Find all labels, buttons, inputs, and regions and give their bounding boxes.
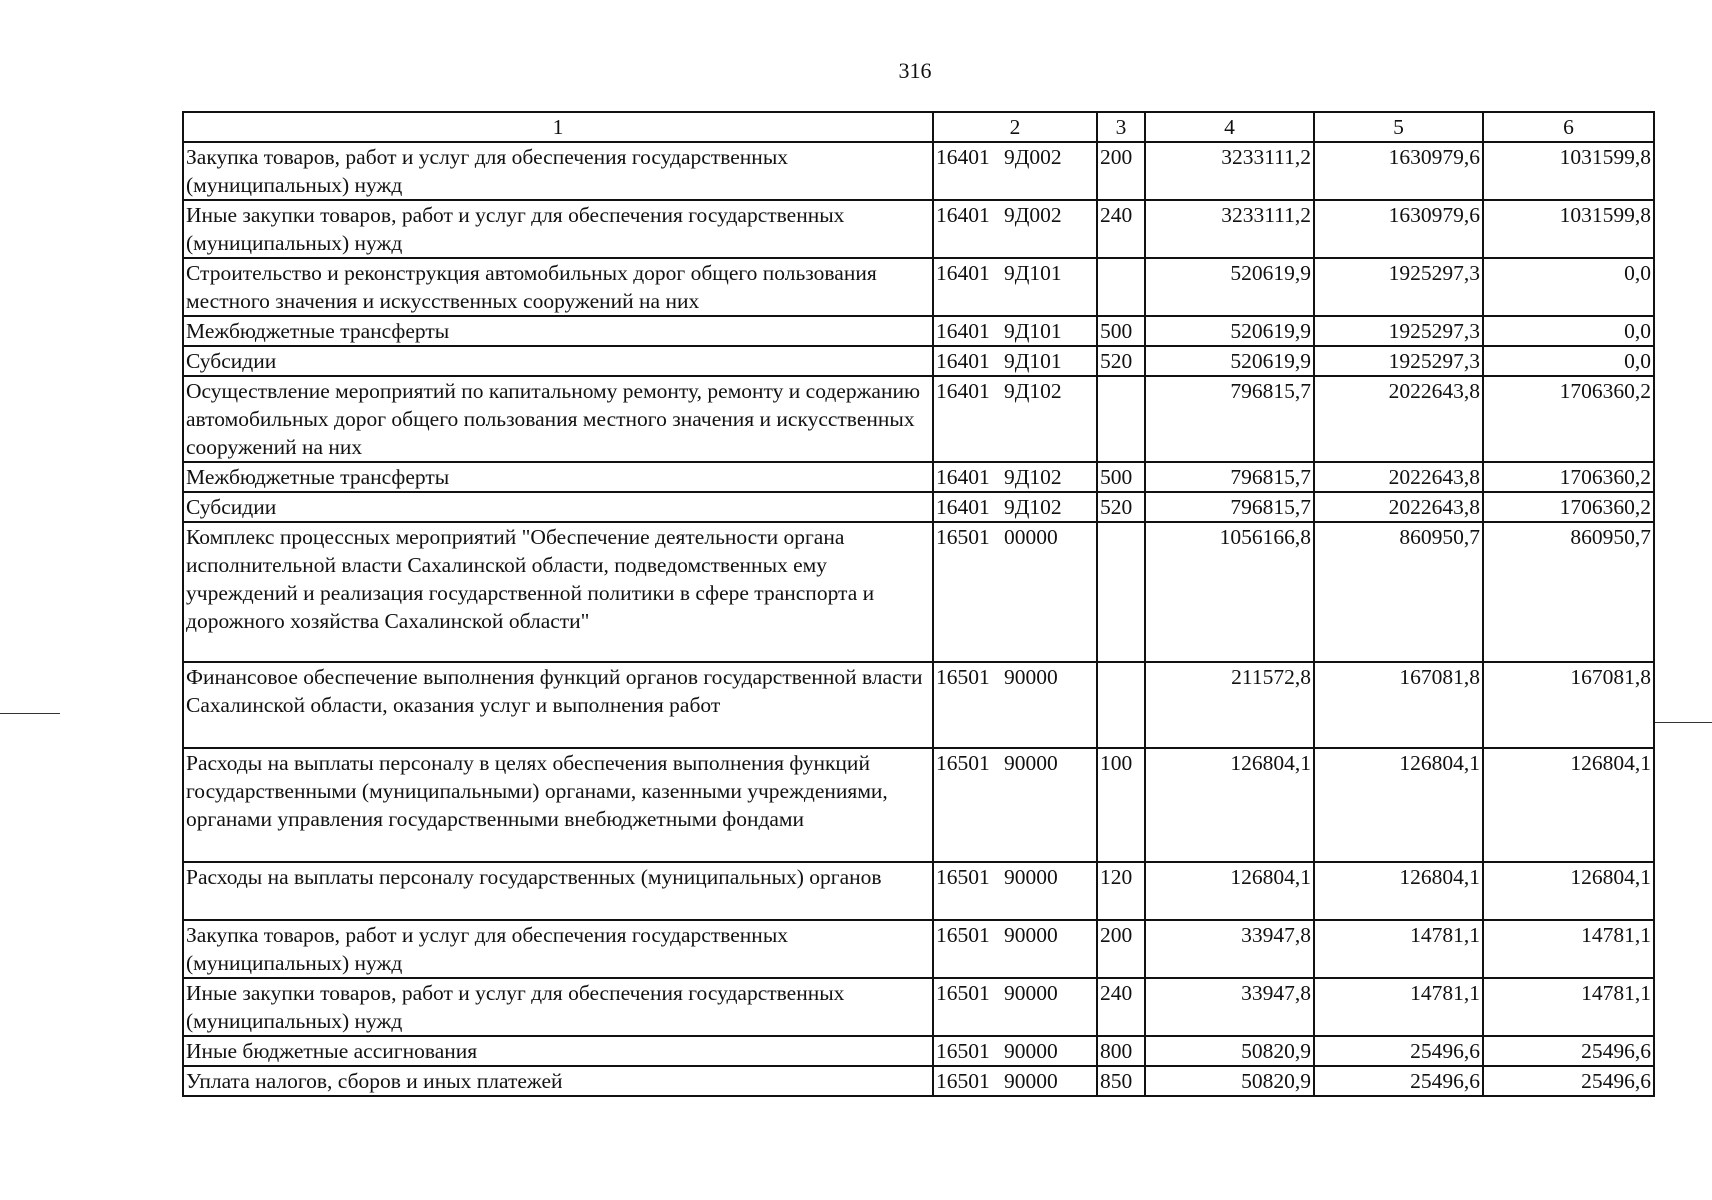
row-expense-type: 240 <box>1097 978 1145 1036</box>
row-name: Уплата налогов, сборов и иных платежей <box>183 1066 933 1096</box>
row-code <box>933 1066 1097 1096</box>
row-expense-type: 850 <box>1097 1066 1145 1096</box>
row-value-col5: 2022643,8 <box>1314 462 1483 492</box>
row-value-col4: 520619,9 <box>1145 346 1314 376</box>
row-name: Комплекс процессных мероприятий "Обеспечение деятельности органа исполнительной власти Сахалинской области, подведомственных ему учреждений и реализация государственной политики в сфере транспорта и дорожного хозяйства Сахалинской области" <box>183 522 933 662</box>
column-header: 3 <box>1097 112 1145 142</box>
row-value-col6: 0,0 <box>1483 258 1654 316</box>
row-code-program: 16401 <box>936 465 990 489</box>
row-code-direction: 00000 <box>1004 525 1058 549</box>
row-value-col6: 1706360,2 <box>1483 376 1654 462</box>
row-expense-type: 500 <box>1097 316 1145 346</box>
row-code-program: 16501 <box>936 525 990 549</box>
row-name: Финансовое обеспечение выполнения функций органов государственной власти Сахалинской области, оказания услуг и выполнения работ <box>183 662 933 748</box>
row-name: Расходы на выплаты персоналу государственных (муниципальных) органов <box>183 862 933 920</box>
column-header: 2 <box>933 112 1097 142</box>
row-name: Субсидии <box>183 492 933 522</box>
row-code-direction: 90000 <box>1004 865 1058 889</box>
row-code <box>933 862 1097 920</box>
row-value-col6: 14781,1 <box>1483 920 1654 978</box>
row-value-col6: 126804,1 <box>1483 748 1654 862</box>
table-row <box>183 1066 1654 1096</box>
row-value-col5: 126804,1 <box>1314 748 1483 862</box>
table-row <box>183 862 1654 920</box>
row-code-direction: 9Д002 <box>1004 203 1062 227</box>
row-code-program: 16401 <box>936 203 990 227</box>
row-expense-type: 120 <box>1097 862 1145 920</box>
row-value-col4: 126804,1 <box>1145 748 1314 862</box>
table-row <box>183 748 1654 862</box>
row-value-col5: 1925297,3 <box>1314 258 1483 316</box>
row-code-direction: 90000 <box>1004 665 1058 689</box>
row-code <box>933 920 1097 978</box>
row-code-direction: 9Д101 <box>1004 319 1062 343</box>
row-value-col4: 796815,7 <box>1145 376 1314 462</box>
table-row <box>183 142 1654 200</box>
row-value-col5: 14781,1 <box>1314 920 1483 978</box>
row-value-col6: 1706360,2 <box>1483 492 1654 522</box>
row-value-col5: 14781,1 <box>1314 978 1483 1036</box>
row-value-col6: 1031599,8 <box>1483 142 1654 200</box>
row-code-direction: 90000 <box>1004 923 1058 947</box>
row-value-col5: 167081,8 <box>1314 662 1483 748</box>
table-row <box>183 258 1654 316</box>
row-code-program: 16501 <box>936 865 990 889</box>
row-name: Закупка товаров, работ и услуг для обеспечения государственных (муниципальных) нужд <box>183 142 933 200</box>
row-code <box>933 522 1097 662</box>
row-expense-type: 520 <box>1097 346 1145 376</box>
row-code <box>933 492 1097 522</box>
row-value-col5: 2022643,8 <box>1314 492 1483 522</box>
row-value-col6: 14781,1 <box>1483 978 1654 1036</box>
row-value-col4: 796815,7 <box>1145 492 1314 522</box>
row-expense-type <box>1097 376 1145 462</box>
row-value-col5: 860950,7 <box>1314 522 1483 662</box>
table-row <box>183 346 1654 376</box>
budget-table <box>182 111 1655 1097</box>
column-header: 1 <box>183 112 933 142</box>
row-name: Межбюджетные трансферты <box>183 462 933 492</box>
row-code <box>933 142 1097 200</box>
row-code-program: 16501 <box>936 1039 990 1063</box>
scan-artifact <box>1655 722 1712 723</box>
row-code-direction: 9Д002 <box>1004 145 1062 169</box>
row-code-program: 16401 <box>936 145 990 169</box>
table-row <box>183 662 1654 748</box>
table-row <box>183 200 1654 258</box>
row-expense-type: 800 <box>1097 1036 1145 1066</box>
row-code-direction: 90000 <box>1004 751 1058 775</box>
row-value-col4: 50820,9 <box>1145 1036 1314 1066</box>
row-code <box>933 978 1097 1036</box>
row-code-direction: 9Д102 <box>1004 379 1062 403</box>
row-code <box>933 662 1097 748</box>
row-name: Строительство и реконструкция автомобильных дорог общего пользования местного значения и искусственных сооружений на них <box>183 258 933 316</box>
row-value-col5: 1630979,6 <box>1314 142 1483 200</box>
header-row <box>183 112 1654 142</box>
row-value-col4: 3233111,2 <box>1145 142 1314 200</box>
row-code <box>933 748 1097 862</box>
row-code-program: 16401 <box>936 261 990 285</box>
row-code <box>933 346 1097 376</box>
row-code <box>933 376 1097 462</box>
row-expense-type: 240 <box>1097 200 1145 258</box>
row-value-col6: 1031599,8 <box>1483 200 1654 258</box>
row-code-direction: 9Д101 <box>1004 349 1062 373</box>
row-value-col4: 211572,8 <box>1145 662 1314 748</box>
table-body <box>183 142 1654 1096</box>
row-value-col5: 1925297,3 <box>1314 316 1483 346</box>
row-value-col6: 1706360,2 <box>1483 462 1654 492</box>
row-expense-type <box>1097 258 1145 316</box>
row-name: Расходы на выплаты персоналу в целях обеспечения выполнения функций государственными (муниципальными) органами, казенными учреждениями, органами управления государственными внебюджетными фондами <box>183 748 933 862</box>
row-expense-type: 100 <box>1097 748 1145 862</box>
row-code-direction: 90000 <box>1004 1039 1058 1063</box>
row-value-col5: 25496,6 <box>1314 1066 1483 1096</box>
row-code-direction: 90000 <box>1004 1069 1058 1093</box>
column-header: 6 <box>1483 112 1654 142</box>
table-row <box>183 920 1654 978</box>
row-code-direction: 90000 <box>1004 981 1058 1005</box>
row-value-col5: 25496,6 <box>1314 1036 1483 1066</box>
row-code-program: 16501 <box>936 1069 990 1093</box>
row-code <box>933 1036 1097 1066</box>
row-value-col4: 3233111,2 <box>1145 200 1314 258</box>
row-value-col6: 126804,1 <box>1483 862 1654 920</box>
row-value-col6: 25496,6 <box>1483 1036 1654 1066</box>
page-number: 316 <box>898 58 932 83</box>
table-row <box>183 376 1654 462</box>
row-value-col5: 1925297,3 <box>1314 346 1483 376</box>
scan-artifact <box>0 713 60 714</box>
row-name: Иные закупки товаров, работ и услуг для обеспечения государственных (муниципальных) нужд <box>183 200 933 258</box>
row-value-col4: 520619,9 <box>1145 316 1314 346</box>
row-name: Иные бюджетные ассигнования <box>183 1036 933 1066</box>
row-code-program: 16401 <box>936 495 990 519</box>
column-header: 5 <box>1314 112 1483 142</box>
row-expense-type: 200 <box>1097 142 1145 200</box>
row-code <box>933 200 1097 258</box>
row-value-col6: 0,0 <box>1483 316 1654 346</box>
row-code-program: 16501 <box>936 981 990 1005</box>
row-code-program: 16401 <box>936 349 990 373</box>
table-row <box>183 462 1654 492</box>
row-value-col6: 0,0 <box>1483 346 1654 376</box>
row-name: Межбюджетные трансферты <box>183 316 933 346</box>
row-value-col6: 860950,7 <box>1483 522 1654 662</box>
row-name: Иные закупки товаров, работ и услуг для обеспечения государственных (муниципальных) нужд <box>183 978 933 1036</box>
table-row <box>183 978 1654 1036</box>
row-name: Субсидии <box>183 346 933 376</box>
row-code-direction: 9Д101 <box>1004 261 1062 285</box>
row-expense-type: 200 <box>1097 920 1145 978</box>
row-value-col4: 33947,8 <box>1145 978 1314 1036</box>
row-value-col5: 126804,1 <box>1314 862 1483 920</box>
row-name: Закупка товаров, работ и услуг для обеспечения государственных (муниципальных) нужд <box>183 920 933 978</box>
row-value-col4: 50820,9 <box>1145 1066 1314 1096</box>
row-value-col6: 167081,8 <box>1483 662 1654 748</box>
table-row <box>183 316 1654 346</box>
row-code-program: 16501 <box>936 751 990 775</box>
table-row <box>183 492 1654 522</box>
row-value-col6: 25496,6 <box>1483 1066 1654 1096</box>
row-value-col5: 2022643,8 <box>1314 376 1483 462</box>
row-code <box>933 462 1097 492</box>
row-code-direction: 9Д102 <box>1004 495 1062 519</box>
row-value-col4: 796815,7 <box>1145 462 1314 492</box>
row-value-col4: 33947,8 <box>1145 920 1314 978</box>
row-value-col4: 126804,1 <box>1145 862 1314 920</box>
row-code-program: 16401 <box>936 319 990 343</box>
row-code-program: 16501 <box>936 665 990 689</box>
table-row <box>183 1036 1654 1066</box>
row-expense-type: 520 <box>1097 492 1145 522</box>
row-expense-type <box>1097 522 1145 662</box>
row-value-col4: 520619,9 <box>1145 258 1314 316</box>
row-code-program: 16401 <box>936 379 990 403</box>
row-code <box>933 316 1097 346</box>
row-name: Осуществление мероприятий по капитальному ремонту, ремонту и содержанию автомобильных дорог общего пользования местного значения и искусственных сооружений на них <box>183 376 933 462</box>
row-code-direction: 9Д102 <box>1004 465 1062 489</box>
row-expense-type: 500 <box>1097 462 1145 492</box>
column-header: 4 <box>1145 112 1314 142</box>
row-expense-type <box>1097 662 1145 748</box>
row-code-program: 16501 <box>936 923 990 947</box>
row-code <box>933 258 1097 316</box>
row-value-col4: 1056166,8 <box>1145 522 1314 662</box>
table-row <box>183 522 1654 662</box>
row-value-col5: 1630979,6 <box>1314 200 1483 258</box>
